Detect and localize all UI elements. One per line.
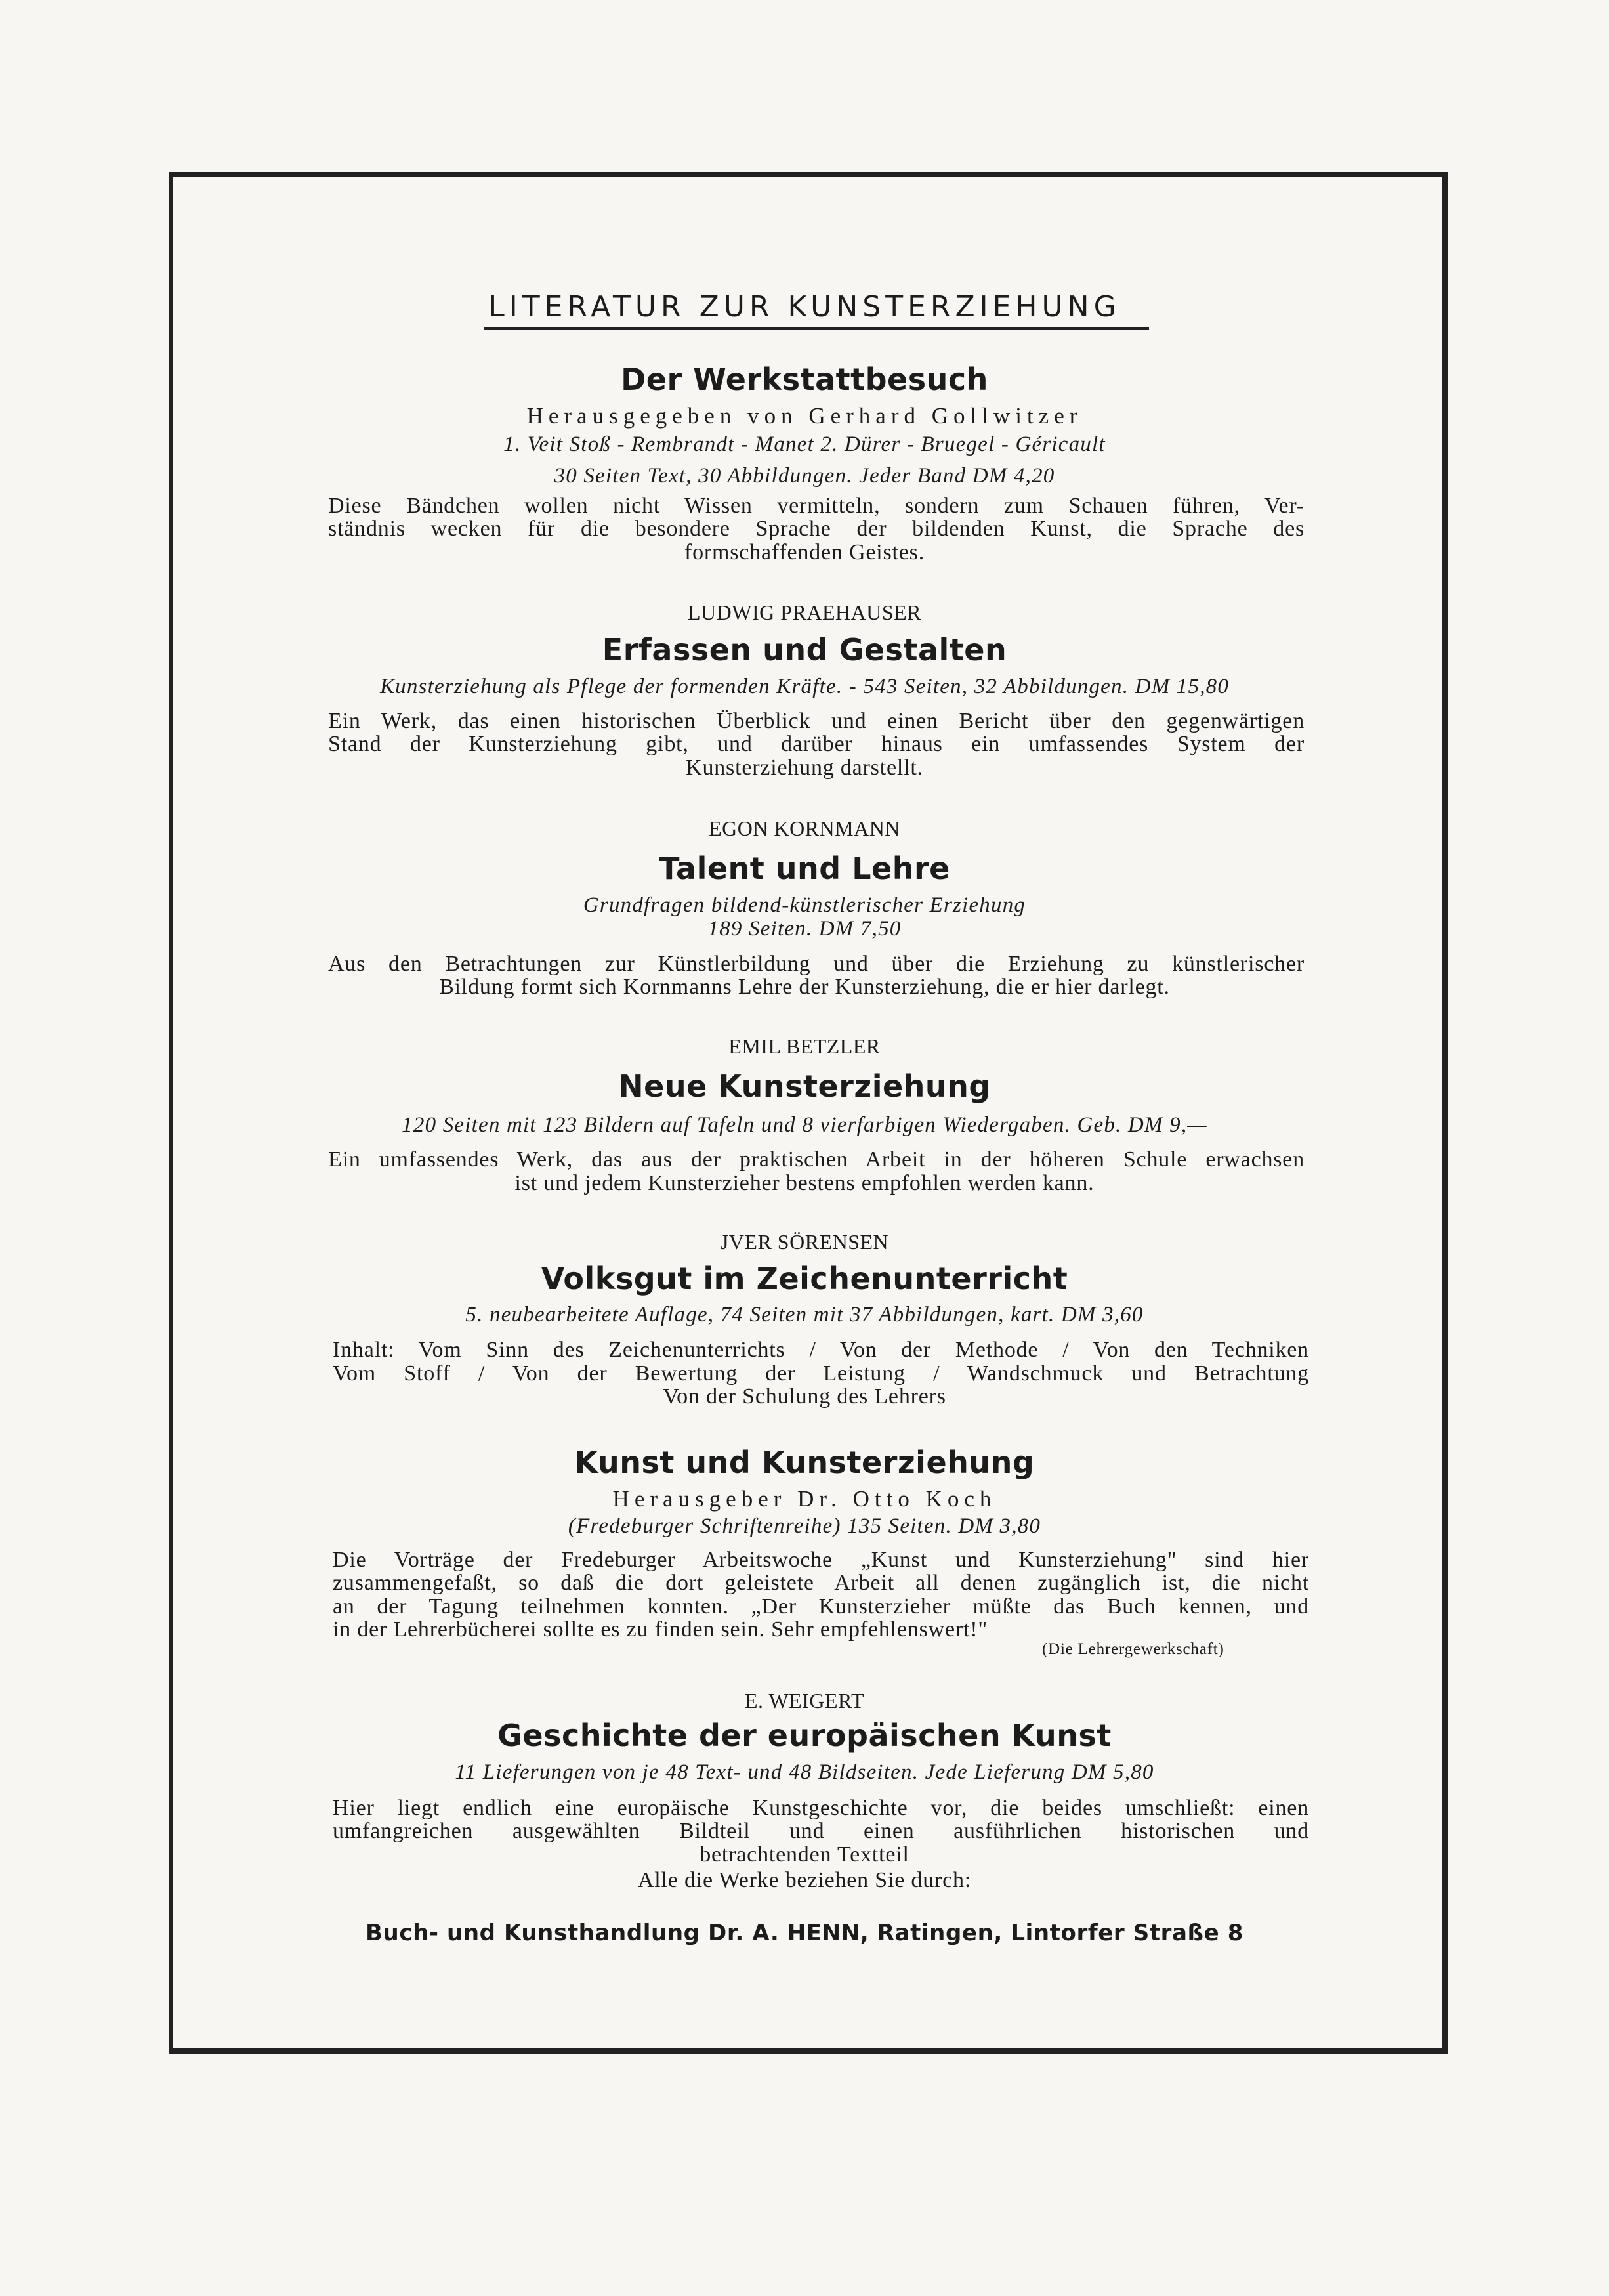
book-description-line: Kunsterziehung darstellt.: [686, 755, 923, 780]
book-author: JVER SÖRENSEN: [720, 1230, 889, 1254]
book-title: Geschichte der europäischen Kunst: [497, 1718, 1112, 1753]
bookshop-address: Buch- und Kunsthandlung Dr. A. HENN, Ratingen, Lintorfer Straße 8: [366, 1920, 1243, 1946]
book-editor: Herausgeber Dr. Otto Koch: [612, 1486, 997, 1512]
quote-source: (Die Lehrergewerkschaft): [1042, 1640, 1224, 1658]
book-author: E. WEIGERT: [745, 1689, 864, 1712]
book-description-line: Inhalt: Vom Sinn des Zeichenunterrichts / Von der Methode / Von den Techniken: [333, 1339, 1309, 1361]
book-author: EGON KORNMANN: [709, 817, 900, 840]
book-title: Kunst und Kunsterziehung: [574, 1445, 1035, 1480]
book-description-line: Diese Bändchen wollen nicht Wissen vermitteln, sondern zum Schauen führen, Ver-: [328, 495, 1305, 517]
book-title: Der Werkstattbesuch: [621, 362, 988, 397]
book-title: Talent und Lehre: [659, 851, 950, 886]
book-description-line: betrachtenden Textteil: [700, 1842, 909, 1867]
book-details: 11 Lieferungen von je 48 Text- und 48 Bildseiten. Jede Lieferung DM 5,80: [455, 1760, 1154, 1784]
book-description-line: Die Vorträge der Fredeburger Arbeitswoche „Kunst und Kunsterziehung" sind hier: [333, 1549, 1309, 1571]
book-author: LUDWIG PRAEHAUSER: [687, 601, 922, 624]
book-details: 30 Seiten Text, 30 Abbildungen. Jeder Band DM 4,20: [554, 464, 1055, 488]
book-details: 1. Veit Stoß - Rembrandt - Manet 2. Dürer - Bruegel - Géricault: [503, 433, 1106, 456]
book-description-line: Bildung formt sich Kornmanns Lehre der Kunsterziehung, die er hier darlegt.: [439, 975, 1170, 999]
book-description-line: Von der Schulung des Lehrers: [663, 1384, 946, 1409]
heading-underline: [484, 327, 1149, 330]
book-title: Neue Kunsterziehung: [618, 1069, 991, 1104]
book-title: Erfassen und Gestalten: [602, 632, 1007, 668]
book-details: 189 Seiten. DM 7,50: [707, 917, 902, 941]
book-details: (Fredeburger Schriftenreihe) 135 Seiten. DM 3,80: [568, 1514, 1041, 1538]
book-editor: Herausgegeben von Gerhard Gollwitzer: [526, 403, 1083, 429]
book-description-line: umfangreichen ausgewählten Bildteil und einen ausführlichen historischen und: [333, 1820, 1309, 1842]
book-description-line: Ein Werk, das einen historischen Überblick und einen Bericht über den gegenwärtigen: [328, 710, 1305, 733]
book-title: Volksgut im Zeichenunterricht: [541, 1261, 1068, 1296]
book-description-line: an der Tagung teilnehmen konnten. „Der Kunsterzieher müßte das Buch kennen, und: [333, 1596, 1309, 1618]
book-details: 120 Seiten mit 123 Bildern auf Tafeln und 8 vierfarbigen Wiedergaben. Geb. DM 9,—: [402, 1113, 1207, 1137]
book-description-line: ständnis wecken für die besondere Sprache der bildenden Kunst, die Sprache des: [328, 518, 1305, 540]
book-description-line: Ein umfassendes Werk, das aus der praktischen Arbeit in der höheren Schule erwachsen: [328, 1149, 1305, 1171]
book-description-line: Aus den Betrachtungen zur Künstlerbildung und über die Erziehung zu künstlerischer: [328, 953, 1305, 975]
book-description-line: ist und jedem Kunsterzieher bestens empfohlen werden kann.: [514, 1171, 1095, 1195]
book-description-line: formschaffenden Geistes.: [684, 540, 925, 564]
book-description-line: in der Lehrerbücherei sollte es zu finden sein. Sehr empfehlenswert!": [333, 1617, 988, 1642]
book-description-line: Vom Stoff / Von der Bewertung der Leistung / Wandschmuck und Betrachtung: [333, 1363, 1309, 1385]
page-heading: LITERATUR ZUR KUNSTERZIEHUNG: [488, 290, 1121, 324]
book-description-line: Stand der Kunsterziehung gibt, und darüber hinaus ein umfassendes System der: [328, 733, 1305, 755]
book-details: 5. neubearbeitete Auflage, 74 Seiten mit 37 Abbildungen, kart. DM 3,60: [465, 1303, 1144, 1327]
book-description-line: zusammengefaßt, so daß die dort geleistete Arbeit all denen zugänglich ist, die nicht: [333, 1572, 1309, 1594]
book-details: Kunsterziehung als Pflege der formenden Kräfte. - 543 Seiten, 32 Abbildungen. DM 15,80: [379, 675, 1230, 698]
book-author: EMIL BETZLER: [728, 1034, 881, 1058]
book-description-line: Hier liegt endlich eine europäische Kunstgeschichte vor, die beides umschließt: einen: [333, 1797, 1309, 1819]
book-details: Grundfragen bildend-künstlerischer Erziehung: [583, 893, 1026, 917]
closing-note: Alle die Werke beziehen Sie durch:: [637, 1868, 972, 1892]
